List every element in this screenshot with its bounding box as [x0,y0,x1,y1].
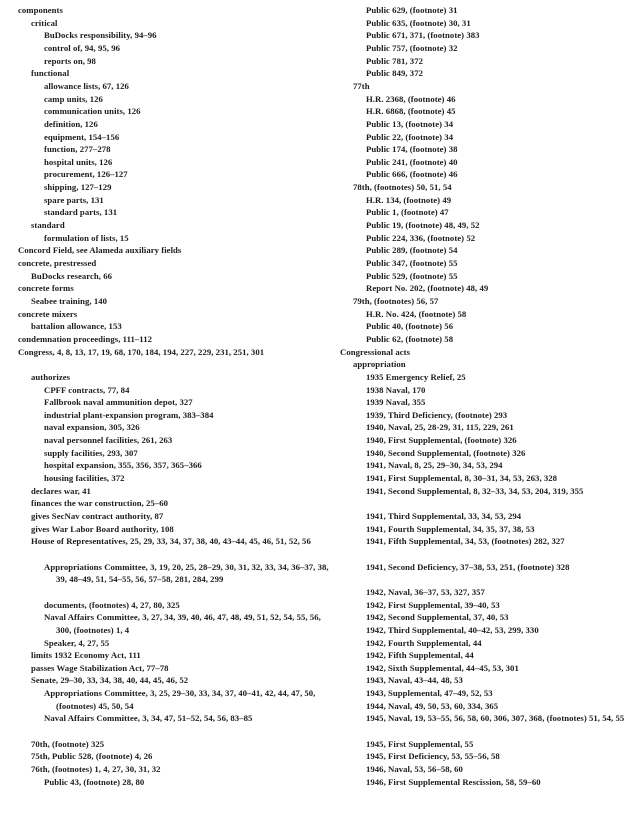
index-entry: industrial plant-expansion program, 383–384 [44,409,214,420]
index-entry: 77th [353,80,370,91]
index-entry: Public 757, (footnote) 32 [366,42,458,53]
index-entry: Public 671, 371, (footnote) 383 [366,30,480,41]
index-entry: 1941, Third Supplemental, 33, 34, 53, 294 [366,511,522,521]
index-entry: 1942, Second Supplemental, 37, 40, 53 [366,612,509,623]
index-entry: Seabee training, 140 [31,295,108,306]
index-entry: critical [31,17,58,28]
index-entry: 79th, (footnotes) 56, 57 [353,295,439,306]
index-entry: battalion allowance, 153 [31,321,122,332]
index-entry: BuDocks research, 66 [31,270,113,281]
index-entry: 1941, Fourth Supplemental, 34, 35, 37, 38, 53 [366,523,535,534]
index-entry: 1942, Sixth Supplemental, 44–45, 53, 301 [366,662,519,673]
index-entry: 1942, Naval, 36–37, 53, 327, 357 [366,586,485,597]
index-entry: standard parts, 131 [44,207,118,218]
index-entry: H.R. 2368, (footnote) 46 [366,93,456,104]
index-entry-text: 1941, Second Supplemental, 8, 32–33, 34, 53, 204, 319, 355 [366,485,584,496]
index-entry: functional [31,68,70,79]
index-entry: formulation of lists, 15 [44,232,129,243]
index-entry: Public 13, (footnote) 34 [366,118,454,129]
index-entry: limits 1932 Economy Act, 111 [31,650,141,661]
index-entry: 1946, Naval, 53, 56–58, 60 [366,764,463,774]
index-entry: control of, 94, 95, 96 [44,42,120,53]
index-entry: concrete forms [18,283,74,294]
index-entry [18,712,336,725]
index-entry: 78th, (footnotes) 50, 51, 54 [353,182,452,193]
index-entry: Public 1, (footnote) 47 [366,207,449,218]
index-entry: function, 277–278 [44,144,111,155]
index-entry: gives SecNav contract authority, 87 [31,511,164,521]
index-entry: Public 347, (footnote) 55 [366,258,458,268]
index-entry-text: House of Representatives, 25, 29, 33, 34, 37, 38, 40, 43–44, 45, 46, 51, 52, 56 [31,536,311,547]
index-entry: Concord Field, see Alameda auxiliary fields [18,245,182,256]
index-entry: 1942, Third Supplemental, 40–42, 53, 299, 330 [366,624,539,635]
index-entry-text: Congress, 4, 8, 13, 17, 19, 68, 170, 184, 194, 227, 229, 231, 251, 301 [18,346,265,357]
index-entry: H.R. 6868, (footnote) 45 [366,106,456,117]
index-entry: allowance lists, 67, 126 [44,80,129,91]
index-entry: gives War Labor Board authority, 108 [31,523,174,534]
index-entry: 1941, First Supplemental, 8, 30–31, 34, 53, 263, 328 [366,473,558,484]
index-entry: 1938 Naval, 170 [366,384,426,395]
index-entry-text: 1941, Fifth Supplemental, 34, 53, (footnotes) 282, 327 [366,536,565,547]
index-entry: 1940, Second Supplemental, (footnote) 326 [366,447,526,458]
index-entry: authorizes [31,371,71,382]
index-entry: concrete, prestressed [18,258,97,268]
index-entry: Public 241, (footnote) 40 [366,156,458,167]
index-entry-text: Naval Affairs Committee, 3, 27, 34, 39, 40, 46, 47, 48, 49, 51, 52, 54, 55, 56, 300, (footnotes) 1, 4 [44,612,321,635]
index-entry: 76th, (footnotes) 1, 4, 27, 30, 31, 32 [31,764,161,774]
index-entry: Public 43, (footnote) 28, 80 [44,776,145,787]
index-entry: documents, (footnotes) 4, 27, 80, 325 [44,599,180,610]
index-entry: H.R. No. 424, (footnote) 58 [366,308,467,319]
index-entry: Report No. 202, (footnote) 48, 49 [366,283,489,294]
index-entry: BuDocks responsibility, 94–96 [44,30,157,41]
index-entry: Public 40, (footnote) 56 [366,321,454,332]
index-entry: hospital units, 126 [44,156,113,167]
index-entry: 1941, Naval, 8, 25, 29–30, 34, 53, 294 [366,460,503,471]
index-entry: 1940, Naval, 25, 28-29, 31, 115, 229, 261 [366,422,514,433]
index-entry [340,485,636,498]
index-entry: condemnation proceedings, 111–112 [18,333,152,344]
index-entry: 1940, First Supplemental, (footnote) 326 [366,435,517,446]
index-entry: reports on, 98 [44,55,96,66]
index-entry: Public 629, (footnote) 31 [366,5,458,15]
index-entry: 70th, (footnote) 325 [31,738,105,749]
index-entry: Fallbrook naval ammunition depot, 327 [44,397,193,408]
index-entry: 1945, First Supplemental, 55 [366,738,474,749]
index-entry-text: Appropriations Committee, 3, 25, 29–30, 33, 34, 37, 40–41, 42, 44, 47, 50, (footnotes) 45, 50, 54 [44,688,316,711]
index-entry: camp units, 126 [44,93,103,104]
index-entry: Public 289, (footnote) 54 [366,245,458,256]
index-entry: finances the war construction, 25–60 [31,498,169,509]
index-entry [340,712,636,725]
index-entry [18,561,336,586]
index-entry: equipment, 154–156 [44,131,120,142]
index-entry: 1944, Naval, 49, 50, 53, 60, 334, 365 [366,700,499,711]
index-entry-text: 1941, Second Deficiency, 37–38, 53, 251, (footnote) 328 [366,561,570,572]
index-entry: housing facilities, 372 [44,473,125,484]
index-entry: definition, 126 [44,118,98,129]
index-entry: H.R. 134, (footnote) 49 [366,194,452,205]
index-entry-text: 1945, Naval, 19, 53–55, 56, 58, 60, 306, 307, 368, (footnotes) 51, 54, 55 [366,713,625,724]
index-entry: CPFF contracts, 77, 84 [44,384,130,395]
index-entry: Speaker, 4, 27, 55 [44,637,110,648]
index-entry: spare parts, 131 [44,194,104,205]
index-entry: passes Wage Stabilization Act, 77–78 [31,662,169,673]
index-entry: shipping, 127–129 [44,182,112,193]
index-entry: communication units, 126 [44,106,141,117]
index-entry: appropriation [353,359,406,370]
index-entry: 1939, Third Deficiency, (footnote) 293 [366,409,508,420]
index-entry: Public 529, (footnote) 55 [366,270,458,281]
index-entry-text: Naval Affairs Committee, 3, 34, 47, 51–52, 54, 56, 83–85 [44,713,253,724]
index-entry: 1935 Emergency Relief, 25 [366,371,466,382]
index-entry: concrete mixers [18,308,78,319]
index-entry: 1945, First Deficiency, 53, 55–56, 58 [366,751,500,762]
index-entry: standard [31,220,65,231]
index-entry: Public 62, (footnote) 58 [366,333,454,344]
index-entry: 1942, First Supplemental, 39–40, 53 [366,599,500,610]
index-entry: 1946, First Supplemental Rescission, 58, 59–60 [366,776,541,787]
index-entry: 1942, Fourth Supplemental, 44 [366,637,482,648]
index-entry: supply facilities, 293, 307 [44,447,138,458]
index-entry [18,535,336,548]
index-entry: 1939 Naval, 355 [366,397,426,408]
index-entry: Senate, 29–30, 33, 34, 38, 40, 44, 45, 46, 52 [31,675,189,686]
index-entry-text: Appropriations Committee, 3, 19, 20, 25, 28–29, 30, 31, 32, 33, 34, 36–37, 38, 39, 48–49, 51, 54–55, 56, 57–58, 281, 284, 299 [44,561,329,585]
index-entry: Public 849, 372 [366,68,423,79]
index-entry: Congressional acts [340,346,411,357]
index-entry: declares war, 41 [31,485,91,496]
index-entry: Public 635, (footnote) 30, 31 [366,17,471,28]
index-entry [18,687,336,712]
index-entry: Public 22, (footnote) 34 [366,131,454,142]
index-entry: 1943, Supplemental, 47–49, 52, 53 [366,688,493,699]
index-entry: hospital expansion, 355, 356, 357, 365–366 [44,460,202,471]
index-entry: 1942, Fifth Supplemental, 44 [366,650,474,661]
index-entry [18,346,336,359]
index-entry: Public 224, 336, (footnote) 52 [366,232,476,243]
index-entry [340,535,636,548]
index-entry: Public 174, (footnote) 38 [366,144,458,155]
index-entry [340,561,636,574]
index-entry: procurement, 126–127 [44,169,128,180]
index-entry: Public 19, (footnote) 48, 49, 52 [366,220,480,231]
index-entry: 1943, Naval, 43–44, 48, 53 [366,675,463,686]
index-entry: Public 666, (footnote) 46 [366,169,458,180]
index-entry: Public 781, 372 [366,55,423,66]
index-entry: components [18,5,63,15]
index-entry [18,611,336,636]
index-entry: naval personnel facilities, 261, 263 [44,435,173,446]
index-entry: naval expansion, 305, 326 [44,422,140,433]
index-entry: 75th, Public 528, (footnote) 4, 26 [31,751,153,762]
